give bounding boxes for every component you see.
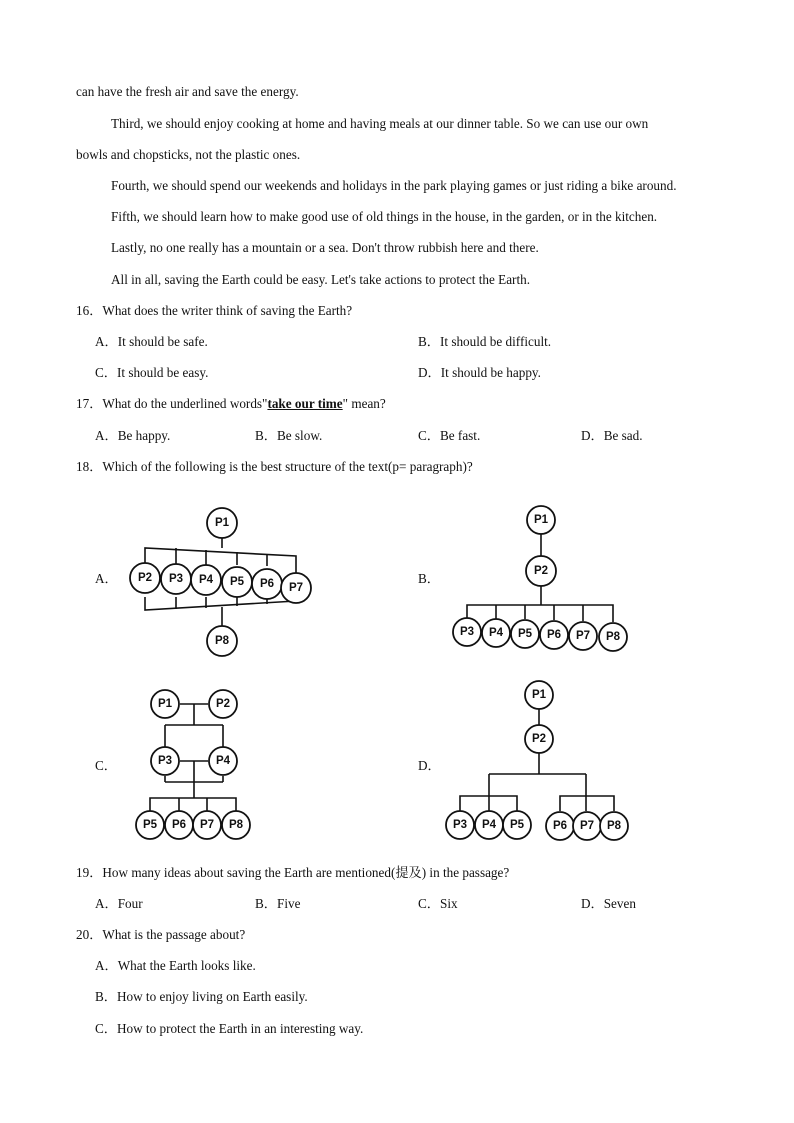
q18-label-a[interactable]: A． — [95, 571, 118, 586]
q18-label-c[interactable]: C． — [95, 758, 117, 773]
q19-stem: 19．How many ideas about saving the Earth are mentioned(提及) in the passage? — [76, 865, 510, 880]
q19-option-d[interactable]: D．Seven — [581, 896, 636, 911]
node-p8: P8 — [605, 631, 621, 643]
q20-option-a[interactable]: A．What the Earth looks like. — [95, 958, 256, 973]
node-p3: P3 — [157, 755, 173, 767]
node-p2: P2 — [531, 733, 547, 745]
passage-fifth: Fifth, we should learn how to make good use of old things in the house, in the garden, or in the kitchen. — [111, 209, 658, 224]
node-p7: P7 — [575, 630, 591, 642]
passage-third-cont: bowls and chopsticks, not the plastic ones. — [76, 147, 301, 162]
node-p4: P4 — [481, 819, 497, 831]
passage-fourth: Fourth, we should spend our weekends and holidays in the park playing games or just riding a bike around. — [111, 178, 677, 193]
node-p3: P3 — [452, 819, 468, 831]
q16-option-d[interactable]: D．It should be happy. — [418, 365, 541, 380]
node-p6: P6 — [171, 819, 187, 831]
q16-option-c[interactable]: C．It should be easy. — [95, 365, 209, 380]
passage-lastly: Lastly, no one really has a mountain or a sea. Don't throw rubbish here and there. — [111, 240, 539, 255]
node-p6: P6 — [259, 578, 275, 590]
node-p8: P8 — [214, 635, 230, 647]
node-p2: P2 — [215, 698, 231, 710]
node-p8: P8 — [606, 820, 622, 832]
node-p4: P4 — [198, 574, 214, 586]
q17-underlined-words: take our time — [267, 396, 343, 411]
node-p2: P2 — [533, 565, 549, 577]
q18-stem: 18．Which of the following is the best structure of the text(p= paragraph)? — [76, 459, 473, 474]
q19-option-a[interactable]: A．Four — [95, 896, 143, 911]
node-p8: P8 — [228, 819, 244, 831]
q16-option-a[interactable]: A．It should be safe. — [95, 334, 208, 349]
node-p1: P1 — [214, 517, 230, 529]
q16-stem: 16．What does the writer think of saving the Earth? — [76, 303, 353, 318]
passage-third: Third, we should enjoy cooking at home and having meals at our dinner table. So we can use our own — [111, 116, 649, 131]
q17-option-a[interactable]: A．Be happy. — [95, 428, 171, 443]
node-p5: P5 — [517, 628, 533, 640]
q17-stem-pre: 17．What do the underlined words" — [76, 396, 268, 411]
node-p3: P3 — [168, 573, 184, 585]
node-p6: P6 — [546, 629, 562, 641]
node-p4: P4 — [215, 755, 231, 767]
q16-option-b[interactable]: B．It should be difficult. — [418, 334, 552, 349]
q19-option-b[interactable]: B．Five — [255, 896, 301, 911]
passage-conclusion: All in all, saving the Earth could be easy. Let's take actions to protect the Earth. — [111, 272, 530, 287]
q20-option-b[interactable]: B．How to enjoy living on Earth easily. — [95, 989, 308, 1004]
node-p7: P7 — [288, 582, 304, 594]
node-p4: P4 — [488, 627, 504, 639]
q18-label-b[interactable]: B． — [418, 571, 440, 586]
node-p3: P3 — [459, 626, 475, 638]
node-p1: P1 — [157, 698, 173, 710]
node-p7: P7 — [579, 820, 595, 832]
passage-line: can have the fresh air and save the energy. — [76, 84, 299, 99]
node-p1: P1 — [533, 514, 549, 526]
q17-option-b[interactable]: B．Be slow. — [255, 428, 323, 443]
q20-option-c[interactable]: C．How to protect the Earth in an interesting way. — [95, 1021, 364, 1036]
node-p5: P5 — [142, 819, 158, 831]
q19-option-c[interactable]: C．Six — [418, 896, 458, 911]
q18-label-d[interactable]: D． — [418, 758, 441, 773]
node-p2: P2 — [137, 572, 153, 584]
q17-stem-post: " mean? — [342, 396, 386, 411]
node-p6: P6 — [552, 820, 568, 832]
q17-option-d[interactable]: D．Be sad. — [581, 428, 643, 443]
node-p1: P1 — [531, 689, 547, 701]
q17-option-c[interactable]: C．Be fast. — [418, 428, 481, 443]
node-p5: P5 — [509, 819, 525, 831]
node-p7: P7 — [199, 819, 215, 831]
node-p5: P5 — [229, 576, 245, 588]
q20-stem: 20．What is the passage about? — [76, 927, 246, 942]
